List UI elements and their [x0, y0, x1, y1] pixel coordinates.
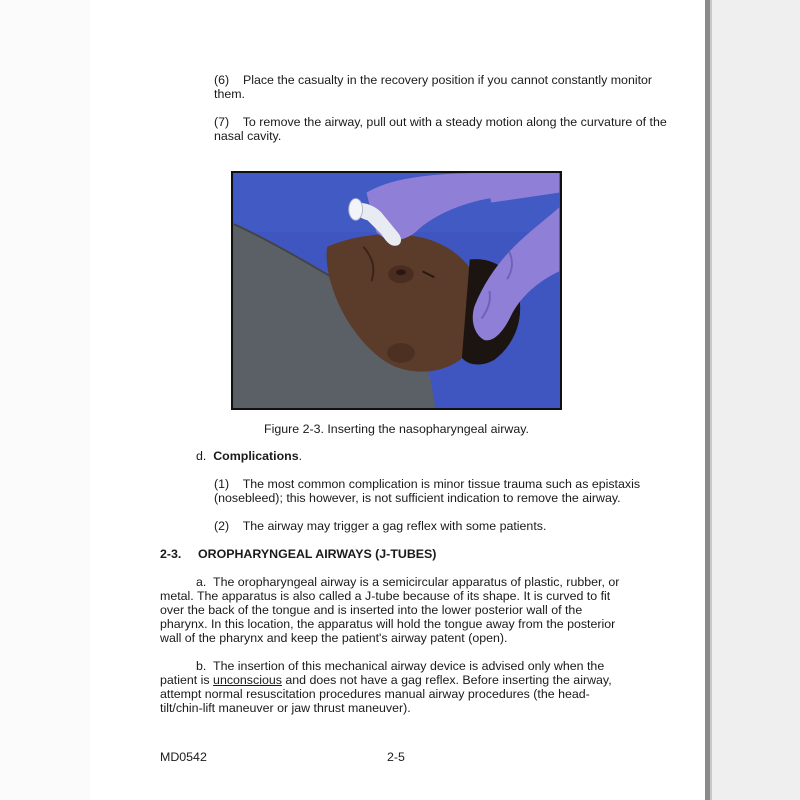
paragraph-number: (6): [214, 73, 230, 87]
page-edge-shadow: [710, 0, 712, 800]
subsection-title: Complications: [213, 449, 299, 463]
paragraph-number: (1): [214, 477, 230, 491]
subsection-heading: d. Complications.: [196, 449, 303, 463]
paragraph-number: (7): [214, 115, 230, 129]
figure-caption: Figure 2-3. Inserting the nasopharyngeal airway.: [264, 422, 529, 436]
photo-illustration: [233, 173, 560, 408]
section-number: 2-3.: [160, 547, 182, 561]
complication-item-2: [160, 519, 684, 533]
paragraph-letter: b.: [196, 659, 207, 673]
paragraph-text: The most common complication is minor tissue trauma such as epistaxis (nosebleed); this however, is not sufficient indication to remove the airway.: [214, 477, 641, 505]
footer-document-id: MD0542: [160, 750, 207, 764]
paragraph-b: [160, 659, 630, 715]
paragraph-number: (2): [214, 519, 230, 533]
subsection-letter: d.: [196, 449, 207, 463]
paragraph-text: Place the casualty in the recovery position if you cannot constantly monitor them.: [214, 73, 653, 101]
complication-item-1: [160, 477, 684, 505]
paragraph-7: [160, 115, 684, 143]
viewer-background: [705, 0, 800, 800]
page-margin-left: [0, 0, 90, 800]
paragraph-6: [160, 73, 684, 101]
paragraph-text: The oropharyngeal airway is a semicircular apparatus of plastic, rubber, or metal. The apparatus is also called a J-tube because of its shape. It is curved to fit over the back of the tongue and is inserted into the lower posterior wall of the pharynx. In this location, the apparatus will hold the tongue away from the posterior wall of the pharynx and keep the patient's airway patent (open).: [160, 575, 620, 645]
underlined-term: unconscious: [213, 673, 282, 687]
section-heading: [160, 547, 436, 561]
section-title: OROPHARYNGEAL AIRWAYS (J-TUBES): [198, 547, 437, 561]
paragraph-text: The insertion of this mechanical airway device is advised only when the patient is: [160, 659, 605, 687]
paragraph-a: [160, 575, 630, 645]
figure-nasopharyngeal-airway-photo: [231, 171, 562, 410]
paragraph-text: To remove the airway, pull out with a steady motion along the curvature of the nasal cavity.: [214, 115, 667, 143]
footer-page-number: 2-5: [387, 750, 405, 764]
paragraph-letter: a.: [196, 575, 207, 589]
paragraph-text: The airway may trigger a gag reflex with some patients.: [242, 519, 547, 533]
paragraph-text: and does not have a gag reflex. Before inserting the airway, attempt normal resuscitation procedures manual airway procedures (the head-tilt/chin-lift maneuver or jaw thrust maneuver).: [160, 673, 612, 715]
